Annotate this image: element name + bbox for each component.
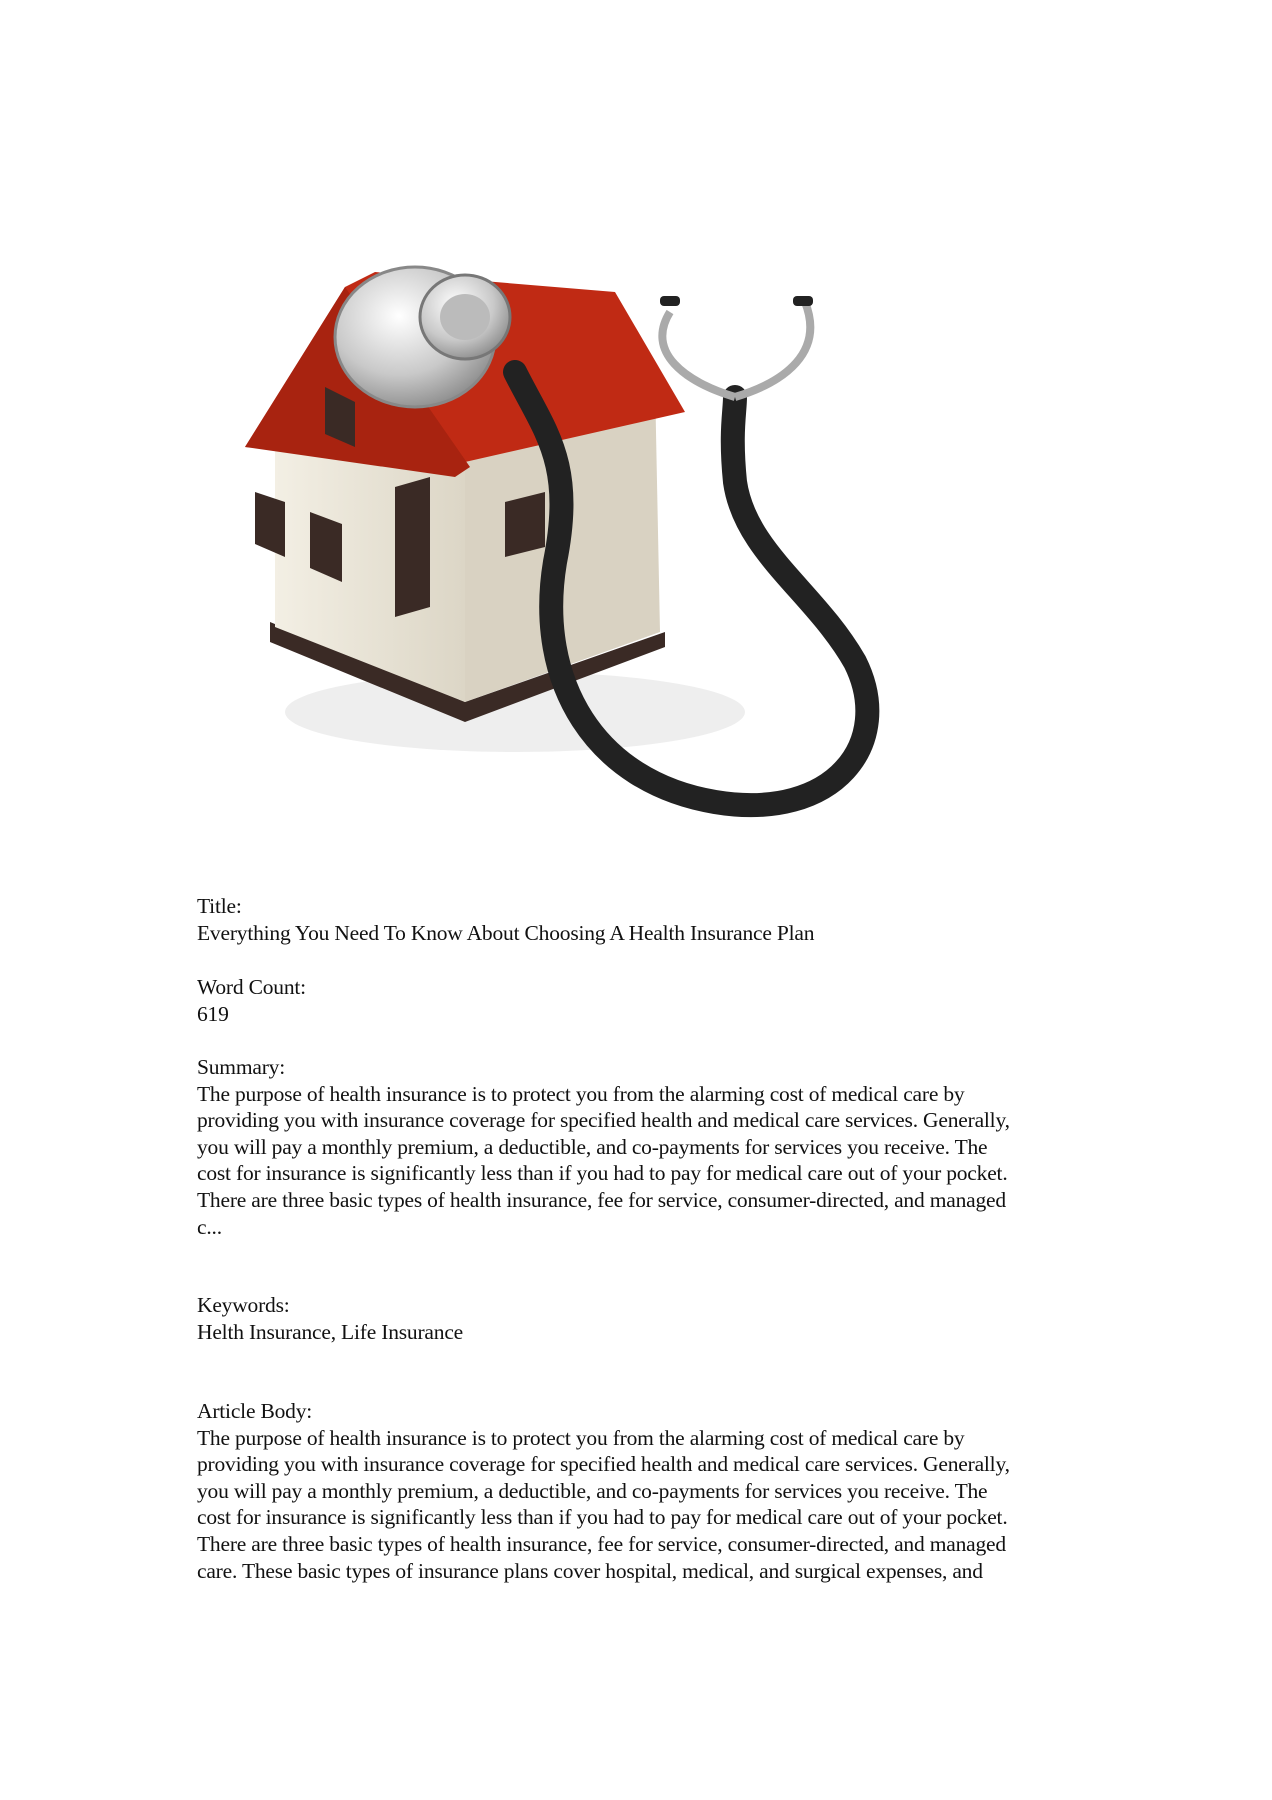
keywords-label: Keywords: [197,1293,290,1317]
body-line: you will pay a monthly premium, a deductible, and co-payments for services you receive. The [197,1478,988,1503]
title-label: Title: [197,894,242,918]
body-line: care. These basic types of insurance plans cover hospital, medical, and surgical expenses, and [197,1558,983,1583]
word-count-label: Word Count: [197,975,306,999]
article-body-label: Article Body: [197,1399,313,1423]
body-line: There are three basic types of health insurance, fee for service, consumer-directed, and managed [197,1531,1006,1556]
keywords-value: Helth Insurance, Life Insurance [197,1319,464,1344]
summary-line: There are three basic types of health insurance, fee for service, consumer-directed, and managed [197,1187,1006,1212]
summary-line: cost for insurance is significantly less than if you had to pay for medical care out of your pocket. [197,1161,1008,1186]
body-line: providing you with insurance coverage for specified health and medical care services. Generally, [197,1452,1010,1477]
summary-line: you will pay a monthly premium, a deductible, and co-payments for services you receive. The [197,1134,988,1159]
summary-line: c... [197,1214,222,1239]
body-line: The purpose of health insurance is to protect you from the alarming cost of medical care by [197,1425,965,1450]
summary-line: The purpose of health insurance is to protect you from the alarming cost of medical care by [197,1081,965,1106]
summary-label: Summary: [197,1055,285,1079]
article-title: Everything You Need To Know About Choosing A Health Insurance Plan [197,920,815,945]
house-stethoscope-illustration [215,262,1035,852]
word-count-value: 619 [197,1001,229,1026]
body-line: cost for insurance is significantly less than if you had to pay for medical care out of your pocket. [197,1505,1008,1530]
summary-line: providing you with insurance coverage for specified health and medical care services. Generally, [197,1108,1010,1133]
